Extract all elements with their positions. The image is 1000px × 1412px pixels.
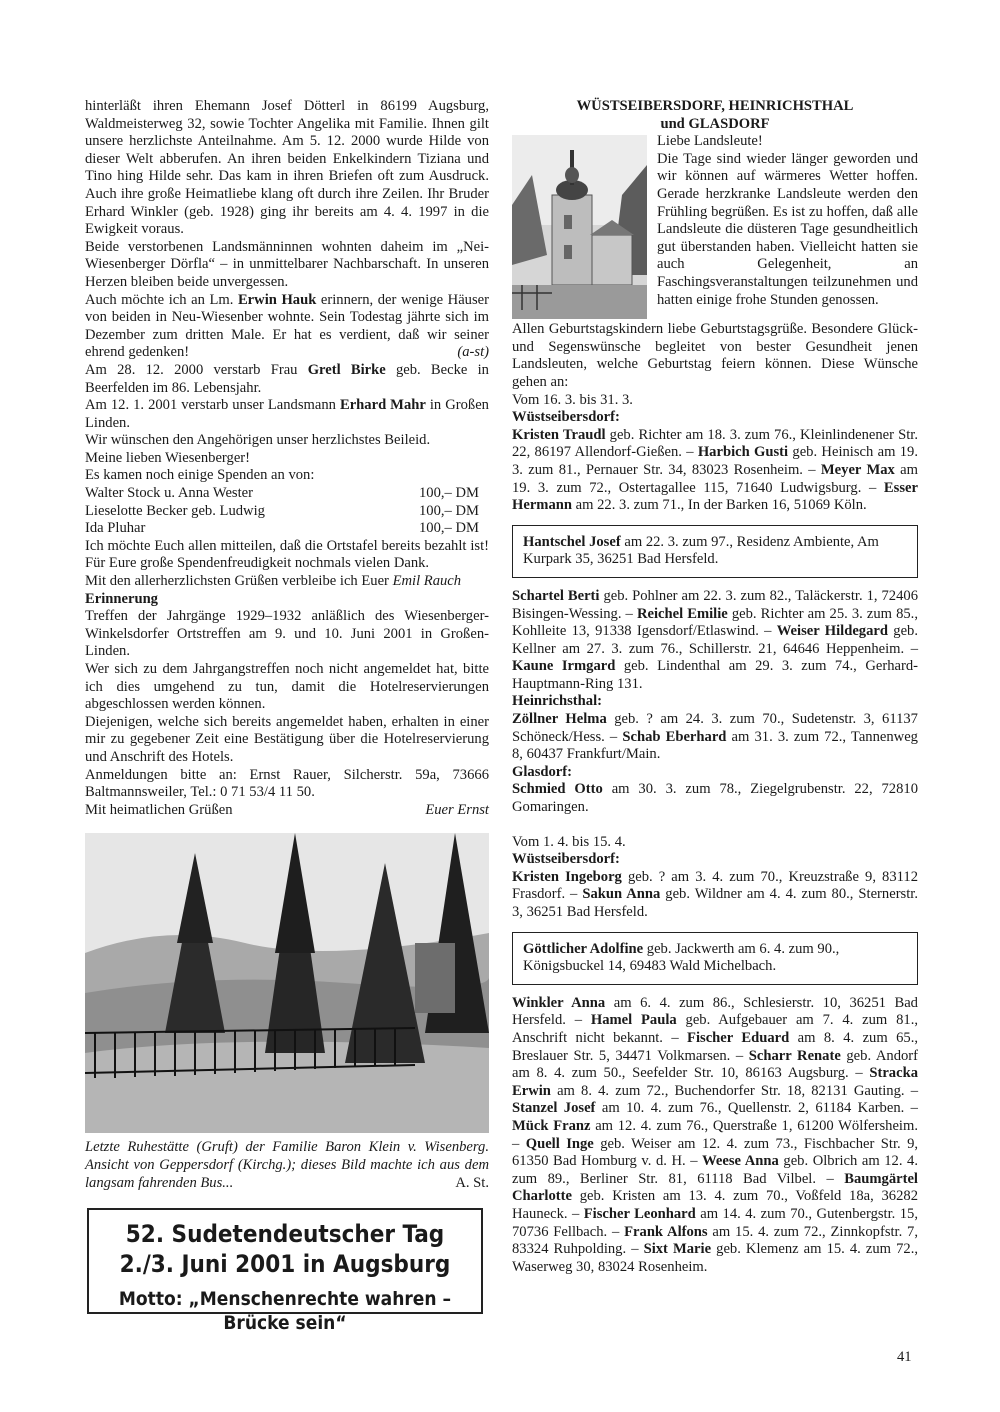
- caption-signature: A. St.: [455, 1174, 489, 1191]
- banner-title: 52. Sudetendeutscher Tag: [125, 1220, 445, 1249]
- banner-motto: Motto: „Menschenrechte wahren – Brücke sein“: [118, 1288, 452, 1335]
- photo-caption: Letzte Ruhestätte (Gruft) der Familie Baron Klein v. Wisenberg. Ansicht von Geppersdorf (Kirchg.); dieses Bild machte ich aus dem langsam fahrenden Bus... A. St.: [85, 1139, 489, 1191]
- erinnerung-p1: Treffen der Jahrgänge 1929–1932 anläßlich des Wiesenberger-Winkelsdorfer Ortstreffen am 9. und 10. Juni 2001 in Großen-Linden.: [85, 608, 489, 660]
- period-heading-1: Vom 16. 3. bis 31. 3.: [512, 391, 633, 408]
- signature-a-st: (a-st): [457, 344, 489, 361]
- section-title-line2: und GLASDORF: [660, 115, 770, 132]
- birthday-list-1: Kristen Traudl geb. Richter am 18. 3. zum 76., Kleinlindenener Str. 22, 86197 Allendorf-Gießen. – Harbich Gusti geb. Heinisch am 19. 3. zum 81., Pernauer Str. 34, 83023 Rosenheim. – Meyer Max am 19. 3. zum 72., Ostertagallee 115, 71640 Ludwigsburg. – Esser Hermann am 22. 3. zum 71., In der Barken 16, 51069 Köln.: [512, 426, 918, 514]
- name-gretl-birke: Gretl Birke: [307, 361, 386, 378]
- name-erhard-mahr: Erhard Mahr: [339, 397, 426, 414]
- erinnerung-p4: Anmeldungen bitte an: Ernst Rauer, Silcherstr. 59a, 73666 Baltmannsweiler, Tel.: 0 71 53/4 11 50.: [85, 766, 489, 801]
- erinnerung-p2: Wer sich zu dem Jahrgangstreffen noch nicht angemeldet hat, bitte ich dies umgehend zu tun, damit die Hotelreservierungen abgeschlossen werden können.: [85, 661, 489, 713]
- church-intro: [512, 133, 918, 321]
- left-column: [85, 98, 489, 1335]
- signature-emil-rauch: Emil Rauch: [392, 573, 462, 590]
- donations-intro: Es kamen noch einige Spenden an von:: [85, 467, 315, 484]
- place-heading-glasdorf: Glasdorf:: [512, 763, 572, 780]
- right-intro-paragraph: Die Tage sind wieder länger geworden und wir können auf wärmeres Wetter hoffen. Gerade herzkranke Landsleute werden den Frühling begrüßen. Es ist zu hoffen, daß alle Landsleute die düsteren Tage gesundheitlich gut überstanden haben. Vielleicht hatten sie auch Gelegenheit, an Faschingsveranstaltungen teilzunehmen und hatten einige frohe Stunden genossen.: [657, 150, 918, 308]
- erinnerung-p3: Diejenigen, welche sich bereits angemeldet haben, erhalten in einer mir zu gegebener Zeit eine Bestätigung über die Hotelreservierung und Anschrift des Hotels.: [85, 713, 489, 765]
- birthday-list-6: Winkler Anna am 6. 4. zum 86., Schlesierstr. 10, 36251 Bad Hersfeld. – Hamel Paula geb. Aufgebauer am 7. 4. zum 81., Anschrift nicht bekannt. – Fischer Eduard am 8. 4. zum 65., Breslauer Str. 5, 34471 Volkmarsen. – Scharr Renate geb. Andorf am 8. 4. zum 50., Seefelder Str. 10, 86163 Augsburg. – Stracka Erwin am 8. 4. zum 72., Buchendorfer Str. 18, 82131 Gauting. – Stanzel Josef am 10. 4. zum 76., Quellenstr. 2, 61184 Karben. – Mück Franz am 12. 4. zum 76., Querstraße 1, 61200 Wölfersheim. – Quell Inge geb. Weiser am 12. 4. zum 73., Fischbacher Str. 9, 61350 Bad Homburg v. d. H. – Weese Anna geb. Olbrich am 12. 4. zum 89., Berliner Str. 81, 61118 Bad Vilbel. – Baumgärtel Charlotte geb. Kristen am 13. 4. zum 70., Voßfeld 18a, 36282 Hauneck. – Fischer Leonhard am 14. 4. zum 70., Gutenbergstr. 15, 70736 Fellbach. – Frank Alfons am 15. 4. zum 72., Zinnkopfstr. 7, 83324 Ruhpolding. – Sixt Marie geb. Klemenz am 15. 4. zum 72., Waserweg 30, 83024 Rosenheim.: [512, 994, 919, 1275]
- birthday-list-5: Kristen Ingeborg geb. ? am 3. 4. zum 70., Kreuzstraße 9, 83112 Frasdorf. – Sakun Anna geb. Wildner am 4. 4. zum 80., Sternerstr. 3, 36251 Bad Hersfeld.: [512, 868, 918, 920]
- highlight-box-goettlicher: Göttlicher Adolfine geb. Jackwerth am 6. 4. zum 90., Königsbuckel 14, 69483 Wald Michelbach.: [512, 932, 918, 985]
- birthday-list-3: Zöllner Helma geb. ? am 24. 3. zum 70., Sudetenstr. 3, 61137 Schöneck/Hess. – Schab Eberhard am 31. 3. zum 72., Tannenweg 8, 60437 Frankfurt/Main.: [512, 711, 918, 763]
- right-column: [512, 98, 918, 1276]
- place-heading-wuestseibersdorf: Wüstseibersdorf:: [512, 409, 620, 426]
- intro-paragraph: hinterläßt ihren Ehemann Josef Dötterl in 86199 Augsburg, Waldmeisterweg 32, sowie Tochter Angelika mit Familie. Ihnen gilt unsere herzlichste Anteilnahme. Am 5. 12. 2000 wurde Hilde von dieser Welt abberufen. An ihren beiden Enkelkindern Tiziana und Tino hing Hilde sehr. Das kam in ihren Briefen oft zum Ausdruck. Auch ihre große Heimatliebe klang oft durch ihre Zeilen. Ihr Bruder Erhard Winkler (geb. 1928) ging ihr bereits am 4. 4. 1997 in die Ewigkeit voraus.: [85, 98, 489, 238]
- greeting-rauch: Mit den allerherzlichsten Grüßen verbleibe ich Euer Emil Rauch: [85, 573, 462, 590]
- mahr-paragraph: Am 12. 1. 2001 verstarb unser Landsmann Erhard Mahr in Großen Linden.: [85, 397, 489, 431]
- name-erwin-hauk: Erwin Hauk: [237, 291, 317, 308]
- ortstafel-paragraph: Ich möchte Euch allen mitteilen, daß die Ortstafel bereits bezahlt ist! Für Eure große Spendenfreudigkeit nochmals vielen Dank.: [85, 537, 489, 572]
- birthday-wishes: Allen Geburtstagskindern liebe Geburtstagsgrüße. Besondere Glück- und Segenswünsche begleitet von bester Gesundheit jenen Landsleuten, welche Geburtstag feiern können. Diese Wünsche gehen an:: [512, 321, 918, 390]
- salutation-line: Meine lieben Wiesenberger!: [85, 449, 251, 466]
- donations-list: [85, 485, 489, 538]
- cemetery-photo: [85, 833, 489, 1133]
- condolence-line: Wir wünschen den Angehörigen unser herzlichstes Beileid.: [85, 432, 431, 449]
- section-title-line1: WÜSTSEIBERSDORF, HEINRICHSTHAL: [576, 98, 854, 114]
- birthday-list-2: Schartel Berti geb. Pohlner am 22. 3. zum 82., Taläckerstr. 1, 72406 Bisingen-Wessing. – Reichel Emilie geb. Richter am 25. 3. zum 85., Kohlleite 13, 91338 Igensdorf/Etlaswind. – Weiser Hildegard geb. Kellner am 27. 3. zum 76., Schillerstr. 21, 64646 Heppenheim. – Kaune Irmgard geb. Lindenthal am 29. 3. zum 74., Gerhard-Hauptmann-Ring 131.: [512, 587, 919, 692]
- donation-row: Lieselotte Becker geb. Ludwig 100,– DM: [85, 502, 479, 519]
- neighbors-paragraph: Beide verstorbenen Landsmänninnen wohnten daheim im „Nei-Wiesenberger Dörfla“ – in unmittelbarer Nachbarschaft. In unseren Herzen bleiben beide unvergessen.: [85, 238, 489, 290]
- birthday-list-4: Schmied Otto am 30. 3. zum 78., Ziegelgrubenstr. 22, 72810 Gomaringen.: [512, 781, 918, 816]
- hauk-paragraph: Auch möchte ich an Lm. Erwin Hauk erinnern, der wenige Häuser von beiden in Neu-Wiesenber wohnte. Sein Todestag jährte sich im Dezember zum dritten Male. Er hat es verdient, daß wir seiner ehrend gedenken! (a-st): [85, 291, 489, 361]
- place-heading-wuestseibersdorf-2: Wüstseibersdorf:: [512, 851, 620, 868]
- donation-row: Walter Stock u. Anna Wester 100,– DM: [85, 485, 479, 502]
- period-heading-2: Vom 1. 4. bis 15. 4.: [512, 833, 626, 850]
- erinnerung-closing: Mit heimatlichen Grüßen Euer Ernst: [85, 801, 489, 818]
- place-heading-heinrichsthal: Heinrichsthal:: [512, 693, 602, 710]
- highlight-box-hantschel: Hantschel Josef am 22. 3. zum 97., Residenz Ambiente, Am Kurpark 35, 36251 Bad Hersfeld.: [512, 525, 918, 578]
- donation-row: Ida Pluhar 100,– DM: [85, 520, 479, 537]
- signature-euer-ernst: Euer Ernst: [425, 801, 489, 818]
- erinnerung-heading: Erinnerung: [85, 590, 158, 607]
- banner-date: 2./3. Juni 2001 in Augsburg: [119, 1250, 451, 1279]
- sudetendeutscher-tag-banner: [87, 1208, 483, 1335]
- birke-paragraph: Am 28. 12. 2000 verstarb Frau Gretl Birke geb. Becke in Beerfelden im 86. Lebensjahr.: [85, 361, 489, 396]
- page-number: 41: [897, 1349, 912, 1365]
- church-photo: [512, 135, 647, 319]
- greeting-landsleute: Liebe Landsleute!: [657, 133, 763, 150]
